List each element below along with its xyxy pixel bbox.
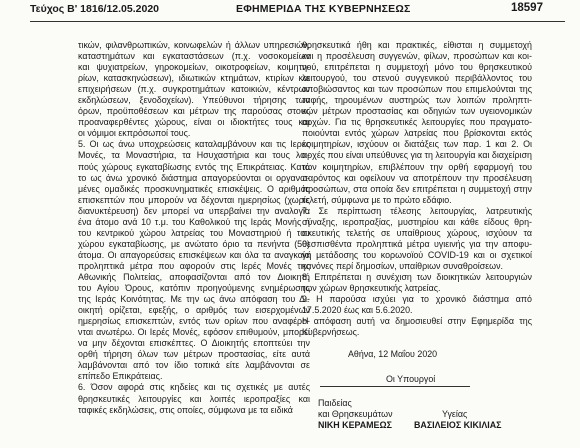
text-line: ταφής, τηρουμένων αυστηρώς των λοιπών προληπτι-	[302, 95, 532, 106]
text-line: οικητή ορίζεται, εφεξής, ο αριθμός των εισερχομένων	[78, 305, 310, 316]
issue-number: Τεύχος Β' 1816/12.05.2020	[30, 3, 160, 15]
text-line: ρίων, κατασκηνώσεων), ιδιωτικών κτημάτων, κτιρίων και	[78, 73, 310, 84]
text-line: ποιούνται εντός χώρων λατρείας που βρίσκονται εκτός	[302, 128, 532, 139]
text-line: 8. Επιτρέπεται η συνέχιση των διοικητικών λειτουργιών	[302, 271, 532, 282]
text-line: προληπτικά μέτρα που αφορούν στις Ιερές Μονές της	[78, 260, 310, 271]
text-line: λειτουργού, του στενού συγγενικού περιβάλλοντος του	[302, 73, 532, 84]
text-line: της Ιεράς Κοινότητας. Με την ως άνω απόφαση του Δι-	[78, 294, 310, 305]
minister2-title: Υγείας	[442, 409, 468, 419]
text-line: οι νόμιμοι εκπρόσωποί τους.	[78, 128, 191, 139]
header-divider	[30, 21, 565, 22]
page-number: 18597	[511, 2, 543, 14]
gazette-title: ΕΦΗΜΕΡΙΔΑ ΤΗΣ ΚΥΒΕΡΝΗΣΕΩΣ	[236, 3, 411, 15]
text-line: των χώρων θρησκευτικής λατρείας.	[302, 283, 441, 294]
text-line: λαμβάνονται από τον ίδιο τοπικά είτε λαμβάνονται σε	[78, 360, 310, 371]
text-line: και ψυχιατρείων, γηροκομείων, οικοτροφείων, κοιμητη-	[78, 62, 310, 73]
text-line: επίπεδο Επικράτειας.	[78, 371, 163, 382]
minister1-title-line2: και Θρησκευμάτων	[318, 409, 393, 419]
text-line: 17.5.2020 έως και 5.6.2020.	[302, 305, 413, 316]
text-line: των κοιμητηρίων, επιβλέπουν την ορθή εφαρμογή του	[302, 161, 532, 172]
text-line: επιχειρήσεων (π.χ. συγκροτημάτων κατοικιών, κέντρων	[78, 84, 310, 95]
text-line: νται ανωτέρω. Οι Ιερές Μονές, εφόσον επιθυμούν, μπορεί	[78, 327, 310, 338]
text-line: να μην δέχονται επισκέπτες. Ο Διοικητής εποπτεύει την	[78, 338, 310, 349]
text-line: άτομα. Οι απαγορεύσεις επισκέψεων και όλα τα αναγκαία	[78, 249, 310, 260]
right-text-column	[302, 40, 532, 338]
text-line: και η προσέλευση συγγενών, φίλων, προσώπων και κοι-	[302, 51, 532, 62]
text-line: προσώπων, στα οποία δεν επιτρέπεται η συμμετοχή στην	[302, 183, 532, 194]
text-line: θεσπισθέντα προληπτικά μέτρα υγιεινής για την αποφυ-	[302, 238, 532, 249]
text-line: ταφικές εκδηλώσεις, στις οποίες, σύμφωνα με τα ειδικά	[78, 404, 293, 415]
text-line: τικών, φιλανθρωπικών, κοινωφελών ή άλλων υπηρεσιών,	[78, 40, 310, 50]
text-line: αρχών. Για τις θρησκευτικές λειτουργίες που πραγματο-	[302, 117, 532, 128]
text-line: όρων, προϋποθέσεων και μέτρων της παρούσας στους	[78, 106, 310, 117]
ministers-label: Οι Υπουργοί	[386, 374, 436, 384]
text-line: θρησκευτικές λειτουργίες και λοιπές ιεροπραξίες και	[78, 393, 310, 404]
text-line: Αθωνικής Πολιτείας, αποφασίζονται από τον Διοικητή	[78, 271, 310, 282]
text-line: αρχές που είναι υπεύθυνες για τη λειτουργία και διαχείριση	[302, 150, 532, 161]
text-line: του Αγίου Όρους, κατόπιν προηγούμενης ενημέρωσης	[78, 283, 310, 294]
place-date: Αθήνα, 12 Μαΐου 2020	[348, 349, 438, 359]
left-text-column	[78, 40, 310, 416]
text-line: κοιμητηρίων, ισχύουν οι διατάξεις των παρ. 1 και 2. Οι	[302, 139, 532, 150]
text-line: χώρου εγκαταβίωσης, με ανώτατο όριο τα πενήντα (50)	[78, 238, 310, 249]
text-line: το ως άνω χρονικό διάστημα απαγορεύονται οι οργανω-	[78, 172, 310, 183]
text-line: ημερησίως επισκεπτών, εντός των ορίων που αναφέρο-	[78, 316, 310, 327]
text-line: πούς χώρους εγκαταβίωσης εντός της Επικράτειας. Κατά	[78, 161, 310, 172]
text-line: 5. Οι ως άνω υποχρεώσεις καταλαμβάνουν και τις Ιερές	[78, 139, 310, 150]
text-line: γή μετάδοσης του κορωνοϊού COVID-19 και οι σχετικοί	[302, 249, 532, 260]
text-line: 9. Η παρούσα ισχύει για το χρονικό διάστημα από	[302, 294, 532, 305]
text-line: παρόντος και οφείλουν να αποτρέπουν την προσέλευση	[302, 172, 532, 183]
minister1-name: ΝΙΚΗ ΚΕΡΑΜΕΩΣ	[318, 420, 392, 430]
text-line: διανυκτέρευση) δεν μπορεί να υπερβαίνει την αναλογία	[78, 205, 310, 216]
text-line: προαναφερθέντες χώρους, είναι οι ιδιοκτήτες τους και	[78, 117, 310, 128]
text-line: κών μέτρων προστασίας και οδηγιών των υγειονομικών	[302, 106, 532, 117]
text-line: Κυβερνήσεως.	[302, 327, 360, 338]
text-line: καταστημάτων και εγκαταστάσεων (π.χ. νοσοκομείων	[78, 51, 310, 62]
text-line: σκευτικής τελετής σε υπαίθριους χώρους, ισχύουν τα	[302, 227, 532, 238]
text-line: σύναξης, ιεροπραξίας, μυστηρίου και κάθε είδους θρη-	[302, 216, 532, 227]
text-line: ορθή τήρηση όλων των μέτρων προστασίας, είτε αυτά	[78, 349, 310, 360]
text-line: θρησκευτικά ήθη και πρακτικές, είθισται η συμμετοχή	[302, 40, 532, 50]
text-line: τελετή, σύμφωνα με το πρώτο εδάφιο.	[302, 194, 452, 205]
text-line: νού, επιτρέπεται η συμμετοχή μόνο του θρησκευτικού	[302, 62, 532, 73]
text-line: Η απόφαση αυτή να δημοσιευθεί στην Εφημερίδα της	[302, 316, 532, 327]
text-line: του κεντρικού χώρου λατρείας του Μοναστηριού ή του	[78, 227, 310, 238]
minister1-title-line1: Παιδείας	[318, 398, 352, 408]
text-line: αποβιώσαντος και των προσώπων που επιμελούνται της	[302, 84, 532, 95]
signature-divider	[320, 386, 470, 387]
text-line: ένα άτομο ανά 10 τ.μ. του Καθολικού της Ιεράς Μονής ή	[78, 216, 310, 227]
text-line: επισκεπτών που μπορούν να δέχονται ημερησίως (χωρίς	[78, 194, 310, 205]
text-line: 6. Όσον αφορά στις κηδείες και τις σχετικές με αυτές	[78, 382, 310, 393]
text-line: μένες ομαδικές προσκυνηματικές επισκέψεις. Ο αριθμός	[78, 183, 310, 194]
text-line: 7. Σε περίπτωση τέλεσης λειτουργίας, λατρευτικής	[302, 205, 532, 216]
minister2-name: ΒΑΣΙΛΕΙΟΣ ΚΙΚΙΛΙΑΣ	[414, 420, 502, 430]
text-line: Μονές, τα Μοναστήρια, τα Ησυχαστήρια και τους λοι-	[78, 150, 310, 161]
text-line: εκδηλώσεων, ξενοδοχείων). Υπεύθυνοι τήρησης των	[78, 95, 310, 106]
text-line: κανόνες περί δημοσίων, υπαίθριων συναθροίσεων.	[302, 260, 504, 271]
page-header	[0, 0, 580, 22]
